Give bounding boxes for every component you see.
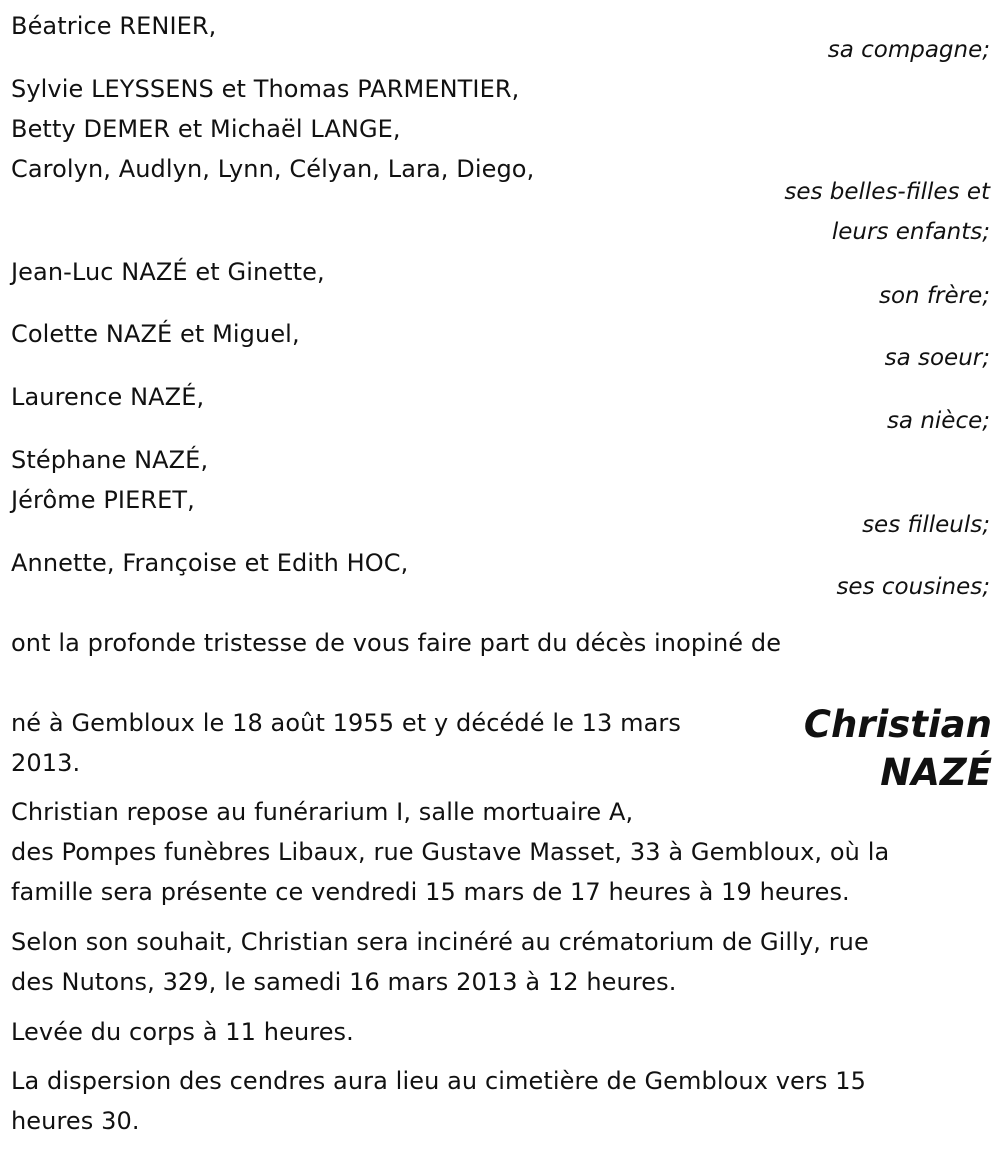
relation-label: son frère; — [878, 283, 990, 309]
funerarium-text: des Pompes funèbres Libaux, rue Gustave Masset, 33 à Gembloux, où la — [11, 838, 890, 866]
relation-label: ses filleuls; — [862, 512, 990, 538]
deceased-name — [804, 701, 992, 797]
levee-text: Levée du corps à 11 heures. — [11, 1018, 354, 1046]
family-member-line: Sylvie LEYSSENS et Thomas PARMENTIER, — [11, 75, 520, 103]
family-member-line: Jean-Luc NAZÉ et Ginette, — [11, 258, 325, 286]
family-member-line: Stéphane NAZÉ, — [11, 446, 209, 474]
family-member-line: Laurence NAZÉ, — [11, 383, 205, 411]
dispersion-text: La dispersion des cendres aura lieu au cimetière de Gembloux vers 15 — [11, 1067, 866, 1095]
funerarium-text: Christian repose au funérarium I, salle mortuaire A, — [11, 798, 634, 826]
family-member-line: Colette NAZÉ et Miguel, — [11, 320, 300, 348]
family-member-line: Carolyn, Audlyn, Lynn, Célyan, Lara, Diego, — [11, 155, 535, 183]
relation-label: sa soeur; — [884, 345, 990, 371]
relation-label: ses cousines; — [836, 574, 990, 600]
cremation-text: des Nutons, 329, le samedi 16 mars 2013 à 12 heures. — [11, 968, 677, 996]
cremation-text: Selon son souhait, Christian sera inciné​ré au crématorium de Gilly, rue — [11, 928, 869, 956]
relation-label: sa compagne; — [827, 37, 990, 63]
dispersion-text: heures 30. — [11, 1107, 140, 1135]
deceased-last-name: NAZÉ — [880, 751, 992, 794]
deceased-first-name: Christian — [803, 703, 992, 746]
family-member-line: Béatrice RENIER, — [11, 12, 217, 40]
birth-death-text: 2013. — [11, 749, 81, 777]
birth-death-text: né à Gembloux le 18 août 1955 et y décédé le 13 mars — [11, 709, 682, 737]
family-member-line: Betty DEMER et Michaël LANGE, — [11, 115, 401, 143]
relation-label: leurs enfants; — [831, 219, 990, 245]
relation-label: ses belles-filles et — [784, 179, 990, 205]
family-member-line: Jérôme PIERET, — [11, 486, 195, 514]
family-member-line: Annette, Françoise et Edith HOC, — [11, 549, 409, 577]
relation-label: sa nièce; — [886, 408, 990, 434]
announcement-text: ont la profonde tristesse de vous faire part du décès inopiné de — [11, 629, 782, 657]
funerarium-text: famille sera présente ce vendredi 15 mars de 17 heures à 19 heures. — [11, 878, 850, 906]
